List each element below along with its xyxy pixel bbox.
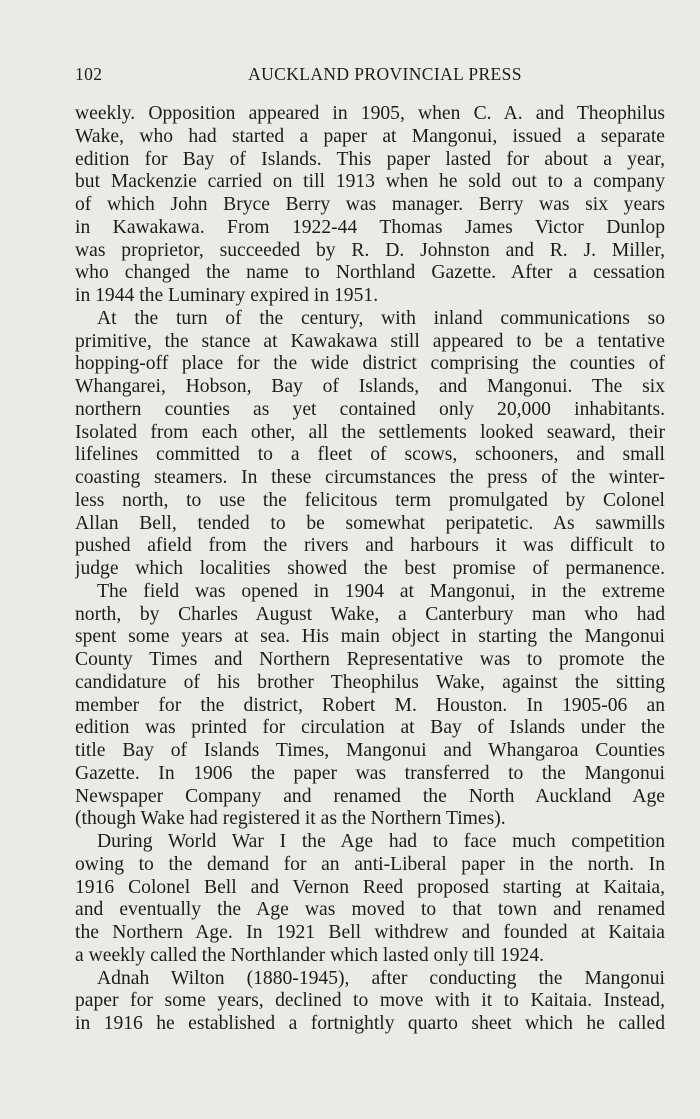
text-line: edition was printed for circulation at Bay of Islands under the [75, 717, 665, 739]
text-line: Wake, who had started a paper at Mangonui, issued a separate [75, 125, 665, 147]
text-line: The field was opened in 1904 at Mangonui, in the extreme [97, 580, 665, 602]
text-line: Newspaper Company and renamed the North Auckland Age [75, 785, 665, 807]
text-line: paper for some years, declined to move with it to Kaitaia. Instead, [75, 990, 665, 1012]
page-number: 102 [75, 64, 103, 84]
text-line: (though Wake had registered it as the Northern Times). [75, 808, 506, 830]
text-line: 1916 Colonel Bell and Vernon Reed proposed starting at Kaitaia, [75, 876, 665, 898]
running-title: AUCKLAND PROVINCIAL PRESS [248, 64, 522, 84]
text-line: lifelines committed to a fleet of scows, schooners, and small [75, 444, 665, 466]
text-line: coasting steamers. In these circumstances the press of the winter- [75, 467, 665, 488]
text-line: but Mackenzie carried on till 1913 when he sold out to a company [75, 171, 665, 193]
text-line: owing to the demand for an anti-Liberal paper in the north. In [75, 853, 665, 875]
text-line: was proprietor, succeeded by R. D. Johnston and R. J. Miller, [75, 239, 665, 261]
page-header [75, 64, 665, 88]
text-line: primitive, the stance at Kawakawa still appeared to be a tentative [75, 330, 665, 352]
text-line: who changed the name to Northland Gazette. After a cessation [75, 262, 665, 284]
text-line: edition for Bay of Islands. This paper lasted for about a year, [75, 148, 665, 170]
body-text [75, 103, 665, 1036]
text-line: judge which localities showed the best promise of permanence. [75, 558, 665, 579]
text-line: in 1916 he established a fortnightly quarto sheet which he called [75, 1013, 665, 1034]
text-line: hopping-off place for the wide district comprising the counties of [75, 353, 665, 375]
text-line: north, by Charles August Wake, a Canterbury man who had [75, 603, 665, 625]
text-line: in Kawakawa. From 1922-44 Thomas James Victor Dunlop [75, 216, 665, 238]
text-line: weekly. Opposition appeared in 1905, when C. A. and Theophilus [75, 103, 665, 124]
text-line: County Times and Northern Representative was to promote the [75, 649, 665, 670]
text-line: spent some years at sea. His main object in starting the Mangonui [75, 626, 665, 648]
text-line: candidature of his brother Theophilus Wake, against the sitting [75, 671, 665, 693]
text-line: At the turn of the century, with inland communications so [97, 307, 665, 329]
text-line: and eventually the Age was moved to that town and renamed [75, 899, 665, 921]
text-line: the Northern Age. In 1921 Bell withdrew and founded at Kaitaia [75, 922, 665, 943]
text-line: Adnah Wilton (1880-1945), after conducting the Mangonui [97, 967, 665, 989]
text-line: Gazette. In 1906 the paper was transferred to the Mangonui [75, 762, 665, 784]
text-line: of which John Bryce Berry was manager. Berry was six years [75, 194, 665, 215]
text-line: northern counties as yet contained only 20,000 inhabitants. [75, 398, 665, 420]
text-line: Whangarei, Hobson, Bay of Islands, and Mangonui. The six [75, 376, 665, 397]
text-line: title Bay of Islands Times, Mangonui and Whangaroa Counties [75, 740, 665, 761]
text-line: Allan Bell, tended to be somewhat peripatetic. As sawmills [75, 512, 665, 534]
text-line: member for the district, Robert M. Houston. In 1905-06 an [75, 694, 665, 716]
text-line: a weekly called the Northlander which lasted only till 1924. [75, 944, 545, 966]
text-line: pushed afield from the rivers and harbours it was difficult to [75, 535, 665, 557]
text-line: During World War I the Age had to face much competition [97, 831, 665, 852]
text-line: in 1944 the Luminary expired in 1951. [75, 285, 379, 306]
text-line: Isolated from each other, all the settlements looked seaward, their [75, 421, 665, 443]
text-line: less north, to use the felicitous term promulgated by Colonel [75, 489, 665, 511]
